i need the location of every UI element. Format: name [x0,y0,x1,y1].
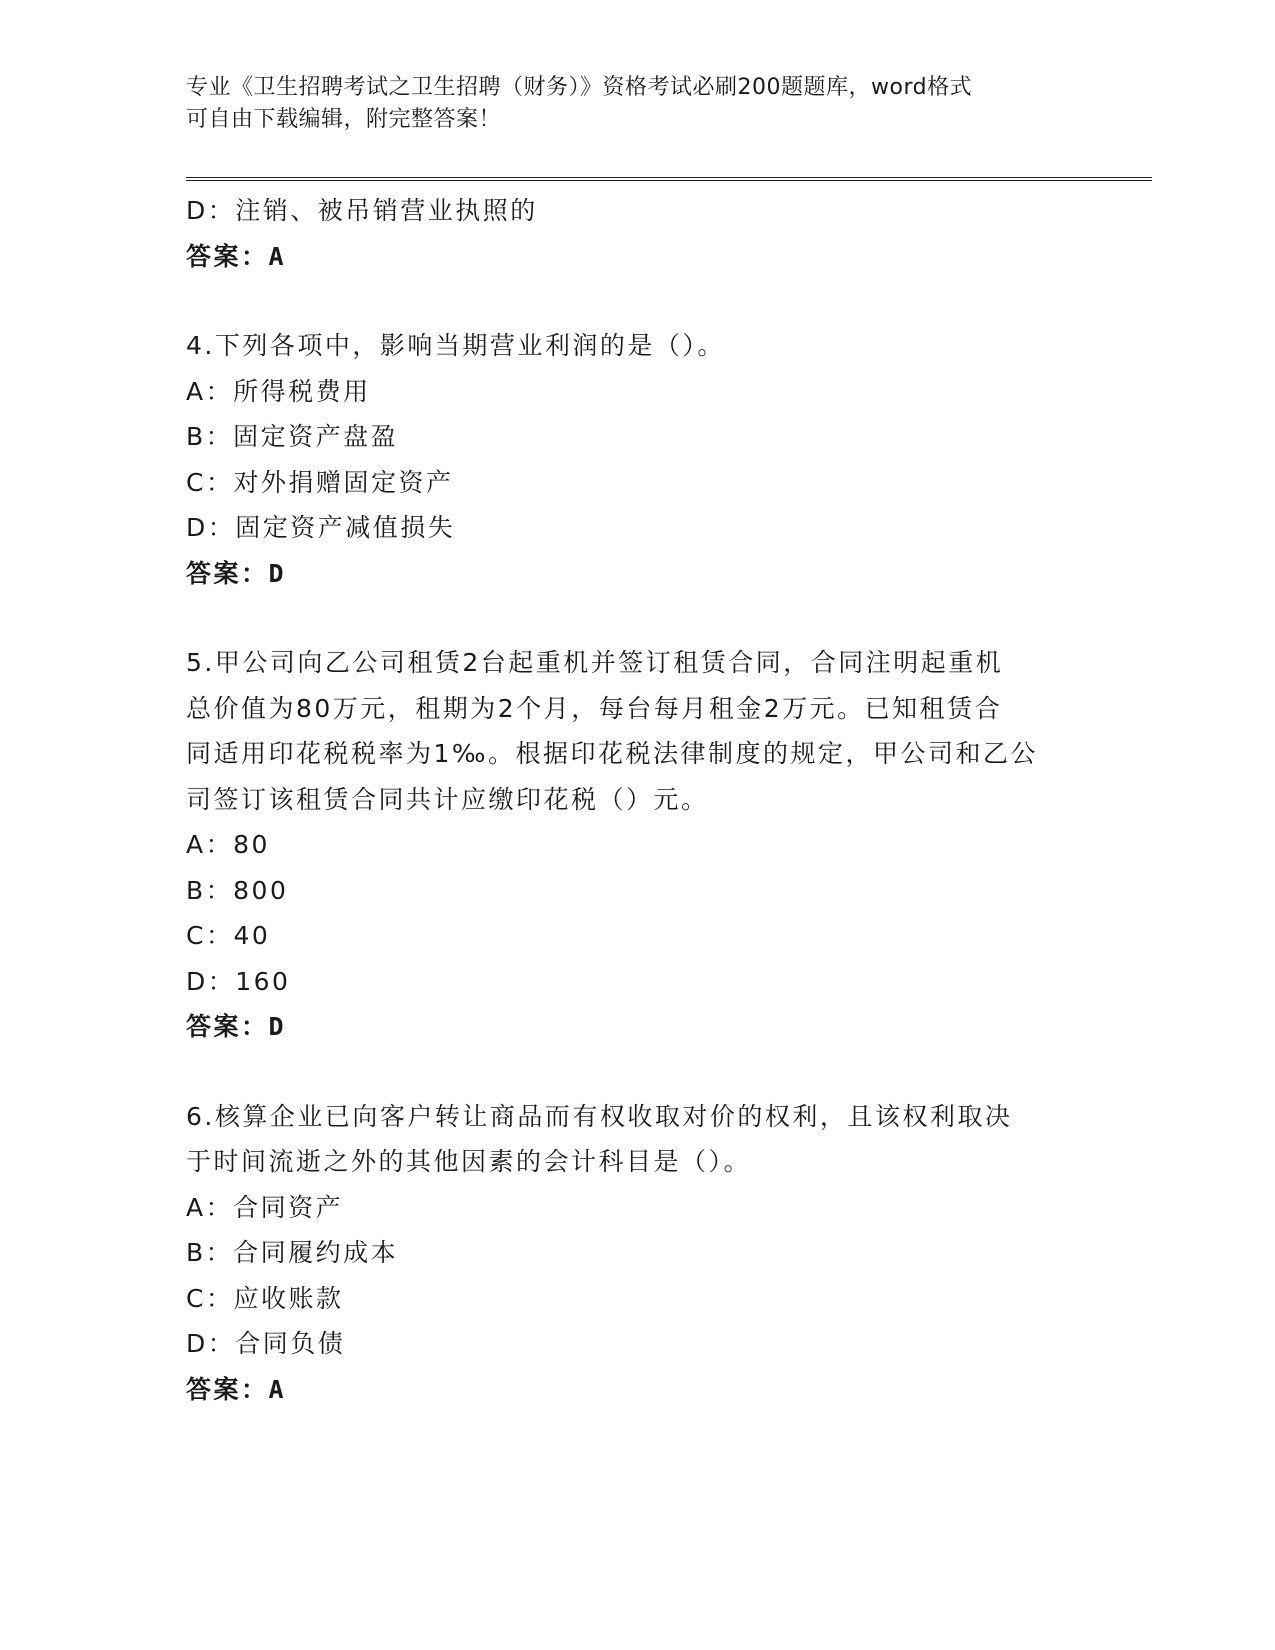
question-5 [186,640,1086,1050]
document-body [186,188,1086,1412]
question-stem-line: 同适用印花税税率为1‰。根据印花税法律制度的规定，甲公司和乙公 [186,739,1038,768]
option-d: D：160 [186,966,291,996]
header-line-2: 可自由下载编辑，附完整答案！ [186,107,502,132]
option-b: B：800 [186,875,289,905]
option-c: C：40 [186,921,271,950]
question-stem-line: 6.核算企业已向客户转让商品而有权收取对价的权利，且该权利取决 [186,1101,1013,1131]
answer-value: A [268,1374,285,1404]
question-stem-line: 司签订该租赁合同共计应缴印花税（）元。 [186,784,709,814]
answer-label: 答案： [186,1012,269,1041]
answer-line [186,551,1086,597]
answer-line [186,1367,1086,1413]
answer-value: D [268,1012,285,1041]
question-stem-line: 总价值为80万元，租期为2个月，每台每月租金2万元。已知租赁合 [186,693,1003,723]
header-line-1: 专业《卫生招聘考试之卫生招聘（财务）》资格考试必刷200题题库，word格式 [186,75,973,100]
option-d: D：注销、被吊销营业执照的 [186,196,538,225]
answer-label: 答案： [186,558,269,588]
question-stem-line: 于时间流逝之外的其他因素的会计科目是（）。 [186,1147,752,1176]
page-header [186,72,1086,136]
answer-label: 答案： [186,241,269,271]
option-a: A：合同资产 [186,1192,344,1222]
option-c: C：对外捐赠固定资产 [186,467,454,497]
option-c: C：应收账款 [186,1283,344,1313]
answer-value: D [268,558,285,588]
answer-line [186,234,1086,280]
answer-line [186,1004,1086,1050]
option-b: B：固定资产盘盈 [186,422,399,451]
question-6 [186,1094,1086,1413]
option-d: D：合同负债 [186,1329,346,1358]
header-divider [186,177,1152,181]
option-d: D：固定资产减值损失 [186,513,456,542]
option-a: A：80 [186,830,270,859]
option-a: A：所得税费用 [186,376,371,406]
answer-value: A [268,241,285,271]
question-4 [186,323,1086,596]
prev-question-tail [186,188,1086,279]
answer-label: 答案： [186,1374,269,1404]
option-b: B：合同履约成本 [186,1238,399,1267]
question-stem-line: 4.下列各项中，影响当期营业利润的是（）。 [186,331,725,360]
question-stem-line: 5.甲公司向乙公司租赁2台起重机并签订租赁合同，合同注明起重机 [186,648,1004,677]
